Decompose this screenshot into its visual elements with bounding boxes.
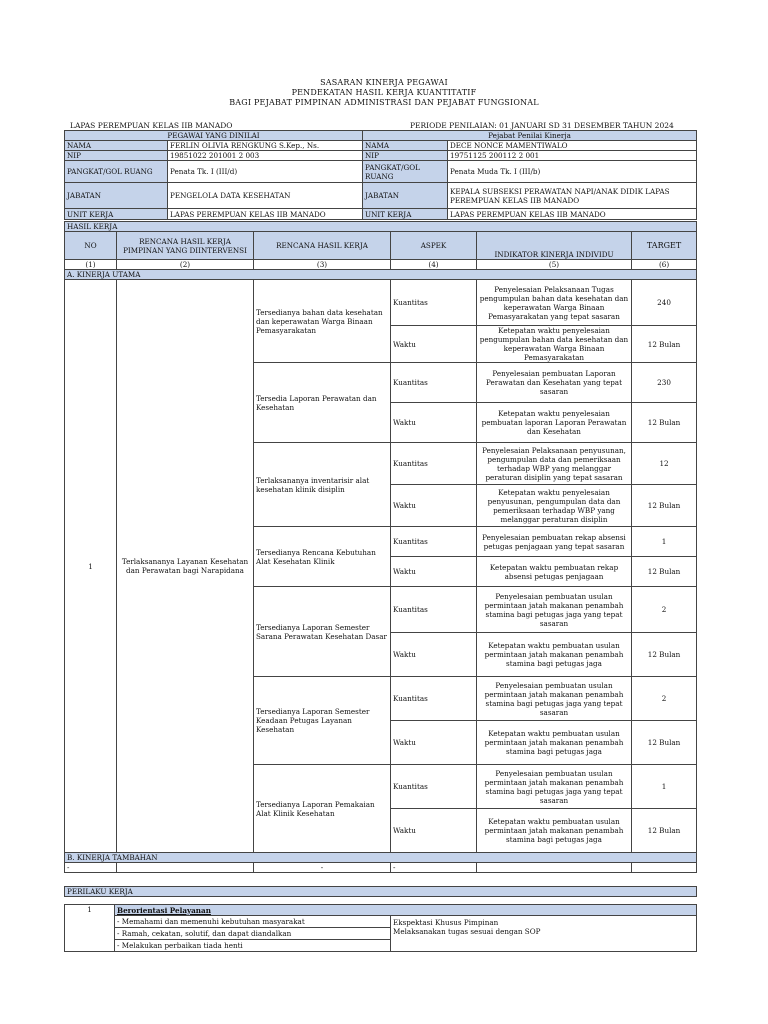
- label-pangkat: PANGKAT/GOL RUANG: [65, 161, 168, 183]
- perilaku-table: [64, 904, 697, 952]
- aspek: Kuantitas: [391, 280, 477, 326]
- rhk-name: Tersedianya bahan data kesehatan dan keperawatan Warga Binaan Pemasyarakatan: [254, 280, 391, 363]
- perilaku-item: - Memahami dan memenuhi kebutuhan masyarakat: [115, 916, 391, 928]
- perilaku-title: PERILAKU KERJA: [65, 887, 697, 897]
- aspek: Kuantitas: [391, 527, 477, 557]
- aspek: Waktu: [391, 809, 477, 853]
- target: 12 Bulan: [632, 326, 697, 363]
- periode: PERIODE PENILAIAN: 01 JANUARI SD 31 DESEMBER TAHUN 2024: [410, 121, 674, 130]
- col-num-3: (3): [254, 260, 391, 270]
- target: 12: [632, 443, 697, 485]
- target: 1: [632, 765, 697, 809]
- hasil-kerja-label: HASIL KERJA: [65, 222, 697, 232]
- indikator: Penyelesaian pembuatan Laporan Perawatan dan Kesehatan yang tepat sasaran: [477, 363, 632, 403]
- aspek: Waktu: [391, 721, 477, 765]
- doc-title: SASARAN KINERJA PEGAWAI: [320, 78, 448, 87]
- label-jabatan-penilai: JABATAN: [363, 183, 448, 209]
- target: 240: [632, 280, 697, 326]
- target: 1: [632, 527, 697, 557]
- b-empty-6: [632, 863, 697, 873]
- target: 12 Bulan: [632, 633, 697, 677]
- target: 2: [632, 587, 697, 633]
- indikator: Ketepatan waktu pembuatan usulan permintaan jatah makanan penambah stamina bagi petugas jaga: [477, 633, 632, 677]
- rhk-name: Tersedianya Laporan Semester Sarana Perawatan Kesehatan Dasar: [254, 587, 391, 677]
- b-empty-5: [477, 863, 632, 873]
- col-rhk-pimpinan: RENCANA HASIL KERJA PIMPINAN YANG DIINTERVENSI: [117, 232, 254, 260]
- label-nama: NAMA: [65, 141, 168, 151]
- rhk-name: Tersedia Laporan Perawatan dan Kesehatan: [254, 363, 391, 443]
- aspek: Kuantitas: [391, 443, 477, 485]
- b-empty-2: [117, 863, 254, 873]
- label-nama-penilai: NAMA: [363, 141, 448, 151]
- aspek: Waktu: [391, 557, 477, 587]
- indikator: Penyelesaian pembuatan usulan permintaan jatah makanan penambah stamina bagi petugas jaga yang tepat sasaran: [477, 587, 632, 633]
- unit-top: LAPAS PEREMPUAN KELAS IIB MANADO: [70, 121, 233, 130]
- pegawai-title: PEGAWAI YANG DINILAI: [65, 131, 363, 141]
- ekspektasi-cell: [391, 916, 697, 952]
- b-dash-4: -: [391, 863, 477, 873]
- rhk-name: Terlaksananya inventarisir alat kesehatan klinik disiplin: [254, 443, 391, 527]
- pegawai-unit: LAPAS PEREMPUAN KELAS IIB MANADO: [168, 209, 363, 220]
- penilai-nama: DECE NONCE MAMENTIWALO: [448, 141, 697, 151]
- col-num-1: (1): [65, 260, 117, 270]
- label-unit: UNIT KERJA: [65, 209, 168, 220]
- section-b: B. KINERJA TAMBAHAN: [65, 853, 697, 863]
- indikator: Penyelesaian Pelaksanaan penyusunan, pengumpulan data dan pemeriksaan terhadap WBP yang melanggar peraturan disiplin yang tepat sasaran: [477, 443, 632, 485]
- col-no: NO: [65, 232, 117, 260]
- doc-subtitle: PENDEKATAN HASIL KERJA KUANTITATIF: [291, 88, 477, 97]
- target: 12 Bulan: [632, 557, 697, 587]
- col-num-4: (4): [391, 260, 477, 270]
- label-nip: NIP: [65, 151, 168, 161]
- pegawai-nama: FERLIN OLIVIA RENGKUNG S.Kep., Ns.: [168, 141, 363, 151]
- identity-table: [64, 130, 697, 220]
- penilai-title: Pejabat Penilai Kinerja: [363, 131, 697, 141]
- indikator: Ketepatan waktu pembuatan rekap absensi petugas penjagaan: [477, 557, 632, 587]
- indikator: Penyelesaian pembuatan rekap absensi petugas penjagaan yang tepat sasaran: [477, 527, 632, 557]
- aspek: Waktu: [391, 403, 477, 443]
- target: 12 Bulan: [632, 809, 697, 853]
- target: 2: [632, 677, 697, 721]
- pegawai-jabatan: PENGELOLA DATA KESEHATAN: [168, 183, 363, 209]
- target: 230: [632, 363, 697, 403]
- perilaku-no: 1: [65, 905, 115, 952]
- label-nip-penilai: NIP: [363, 151, 448, 161]
- aspek: Kuantitas: [391, 587, 477, 633]
- row-no: 1: [65, 280, 117, 853]
- hasil-kerja-table: [64, 221, 697, 897]
- aspek: Kuantitas: [391, 363, 477, 403]
- label-pangkat-penilai: PANGKAT/GOL RUANG: [363, 161, 448, 183]
- indikator: Ketepatan waktu pembuatan usulan permintaan jatah makanan penambah stamina bagi petugas jaga: [477, 721, 632, 765]
- penilai-unit: LAPAS PEREMPUAN KELAS IIB MANADO: [448, 209, 697, 220]
- col-num-2: (2): [117, 260, 254, 270]
- col-num-6: (6): [632, 260, 697, 270]
- ekspektasi-value: Melaksanakan tugas sesuai dengan SOP: [393, 927, 541, 936]
- perilaku-heading: Berorientasi Pelayanan: [115, 905, 697, 916]
- penilai-nip: 19751125 200112 2 001: [448, 151, 697, 161]
- target: 12 Bulan: [632, 485, 697, 527]
- b-dash-3: -: [254, 863, 391, 873]
- col-rhk: RENCANA HASIL KERJA: [254, 232, 391, 260]
- col-num-5: (5): [477, 260, 632, 270]
- indikator: Ketepatan waktu penyelesaian penyusunan, pengumpulan data dan pemeriksaan terhadap WBP yang melanggar peraturan disiplin: [477, 485, 632, 527]
- perilaku-item: - Ramah, cekatan, solutif, dan dapat diandalkan: [115, 928, 391, 940]
- doc-subtitle-2: BAGI PEJABAT PIMPINAN ADMINISTRASI DAN PEJABAT FUNGSIONAL: [229, 98, 539, 107]
- rhk-name: Tersedianya Laporan Pemakaian Alat Klinik Kesehatan: [254, 765, 391, 853]
- aspek: Waktu: [391, 633, 477, 677]
- rhk-name: Tersedianya Rencana Kebutuhan Alat Kesehatan Klinik: [254, 527, 391, 587]
- aspek: Kuantitas: [391, 765, 477, 809]
- label-jabatan: JABATAN: [65, 183, 168, 209]
- aspek: Waktu: [391, 326, 477, 363]
- target: 12 Bulan: [632, 403, 697, 443]
- col-aspek: ASPEK: [391, 232, 477, 260]
- col-target: TARGET: [632, 232, 697, 260]
- indikator: Ketepatan waktu penyelesaian pengumpulan bahan data kesehatan dan keperawatan Warga Binaan Pemasyarakatan: [477, 326, 632, 363]
- b-dash-1: -: [65, 863, 117, 873]
- indikator: Penyelesaian pembuatan usulan permintaan jatah makanan penambah stamina bagi petugas jaga yang tepat sasaran: [477, 765, 632, 809]
- rhk-pimpinan: Terlaksananya Layanan Kesehatan dan Perawatan bagi Narapidana: [117, 280, 254, 853]
- indikator: Ketepatan waktu pembuatan usulan permintaan jatah makanan penambah stamina bagi petugas jaga: [477, 809, 632, 853]
- target: 12 Bulan: [632, 721, 697, 765]
- aspek: Waktu: [391, 485, 477, 527]
- label-unit-penilai: UNIT KERJA: [363, 209, 448, 220]
- indikator: Penyelesaian pembuatan usulan permintaan jatah makanan penambah stamina bagi petugas jaga yang tepat sasaran: [477, 677, 632, 721]
- perilaku-item: - Melakukan perbaikan tiada henti: [115, 940, 391, 952]
- indikator: Ketepatan waktu penyelesaian pembuatan laporan Laporan Perawatan dan Kesehatan: [477, 403, 632, 443]
- ekspektasi-label: Ekspektasi Khusus Pimpinan: [393, 918, 499, 927]
- section-a: A. KINERJA UTAMA: [65, 270, 697, 280]
- spacer: [65, 873, 697, 887]
- indikator: Penyelesaian Pelaksanaan Tugas pengumpulan bahan data kesehatan dan keperawatan Warga Binaan Pemasyarakatan yang tepat sasaran: [477, 280, 632, 326]
- aspek: Kuantitas: [391, 677, 477, 721]
- col-indikator: INDIKATOR KINERJA INDIVIDU: [477, 232, 632, 260]
- pegawai-nip: 19851022 201001 2 003: [168, 151, 363, 161]
- penilai-pangkat: Penata Muda Tk. I (III/b): [448, 161, 697, 183]
- pegawai-pangkat: Penata Tk. I (III/d): [168, 161, 363, 183]
- rhk-name: Tersedianya Laporan Semester Keadaan Petugas Layanan Kesehatan: [254, 677, 391, 765]
- penilai-jabatan: KEPALA SUBSEKSI PERAWATAN NAPI/ANAK DIDIK LAPAS PEREMPUAN KELAS IIB MANADO: [448, 183, 697, 209]
